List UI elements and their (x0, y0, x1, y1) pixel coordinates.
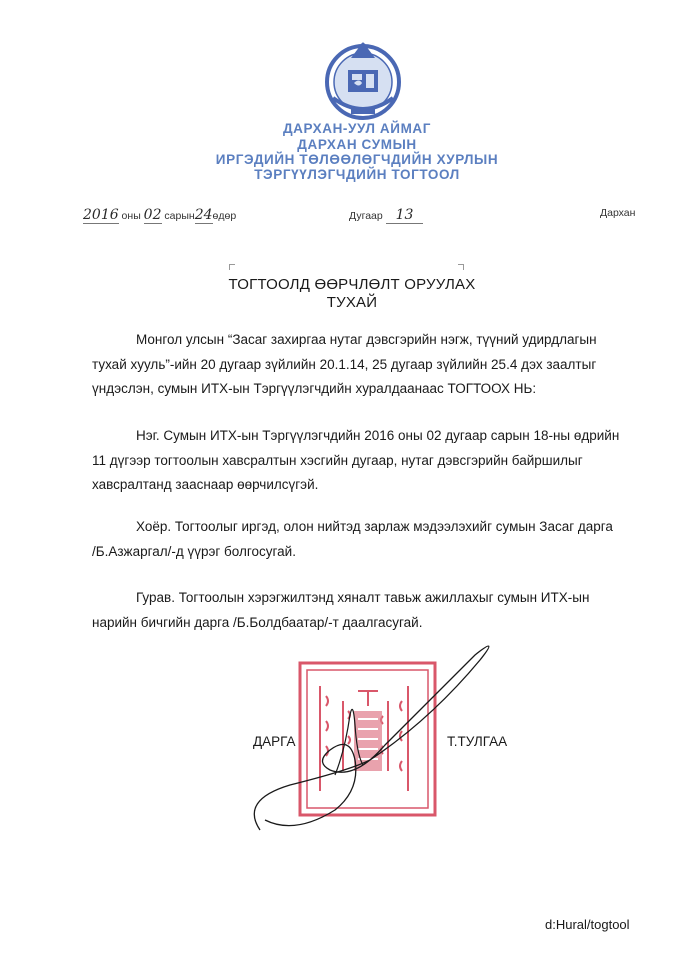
header-sum: ДАРХАН СУМЫН (297, 137, 417, 152)
date-year-suffix: оны (118, 210, 141, 222)
paragraph-line: Гурав. Тогтоолын хэрэгжилтэнд хяналт тавьж ажиллахыг сумын ИТХ-ын (136, 590, 590, 605)
title-line-1: ТОГТООЛД ӨӨРЧЛӨЛТ ОРУУЛАХ (228, 276, 476, 293)
paragraph-line: /Б.Азжаргал/-д үүрэг болгосугай. (92, 543, 296, 559)
paragraph-line: хавсралтанд зааснаар өөрчилсүгэй. (92, 477, 319, 493)
title-corner-right (458, 264, 464, 270)
header-aimag: ДАРХАН-УУЛ АЙМАГ (282, 121, 432, 136)
title-line-2: ТУХАЙ (326, 294, 378, 311)
handwritten-signature (240, 640, 500, 840)
paragraph-line: тухай хууль”-ийн 20 дугаар зүйлийн 20.1.14, 25 дугаар зүйлийн 25.4 дэх заалтыг (92, 356, 597, 372)
paragraph-item-3 (92, 586, 632, 635)
paragraph-line: Нэг. Сумын ИТХ-ын Тэргүүлэгчдийн 2016 оны 02 дугаар сарын 18-ны өдрийн (136, 428, 620, 443)
date-day: 24 (194, 207, 213, 223)
date-line (83, 207, 236, 223)
date-month: 02 (143, 207, 162, 223)
paragraph-line: 11 дүгээр тогтоолын хавсралтын хэсгийн дугаар, нутаг дэвсгэрийн байршилыг (92, 452, 583, 468)
paragraph-preamble (92, 328, 632, 402)
signatory-title: ДАРГА (253, 734, 296, 749)
number-line (349, 207, 423, 223)
paragraph-item-2 (92, 515, 632, 564)
paragraph-line: Хоёр. Тогтоолыг иргэд, олон нийтэд зарлаж мэдээлэхийг сумын Засаг дарга (136, 519, 613, 534)
number-label: Дугаар (349, 210, 383, 222)
paragraph-line: нарийн бичгийн дарга /Б.Болдбаатар/-т даалгасугай. (92, 614, 423, 630)
header-council: ИРГЭДИЙН ТӨЛӨӨЛӨГЧДИЙН ХУРЛЫН (215, 152, 499, 167)
header-doc-type: ТЭРГҮҮЛЭГЧДИЙН ТОГТООЛ (254, 167, 460, 182)
date-day-suffix: өдөр (212, 210, 237, 222)
title-corner-left (229, 264, 235, 270)
place-name: Дархан (600, 207, 636, 219)
document-number: 13 (386, 207, 424, 224)
document-title (0, 276, 698, 312)
state-emblem-icon (323, 36, 403, 122)
file-path: d:Hural/togtool (545, 917, 630, 932)
paragraph-line: Монгол улсын “Засаг захиргаа нутаг дэвсгэрийн нэгж, түүний удирдлагын (136, 332, 597, 347)
date-month-suffix: сарын (161, 210, 195, 222)
paragraph-line: үндэслэн, сумын ИТХ-ын Тэргүүлэгчдийн хуралдаанаас ТОГТООХ НЬ: (92, 381, 537, 397)
signatory-name: Т.ТУЛГАА (447, 734, 508, 749)
date-year: 2016 (83, 207, 119, 223)
paragraph-item-1 (92, 424, 632, 498)
